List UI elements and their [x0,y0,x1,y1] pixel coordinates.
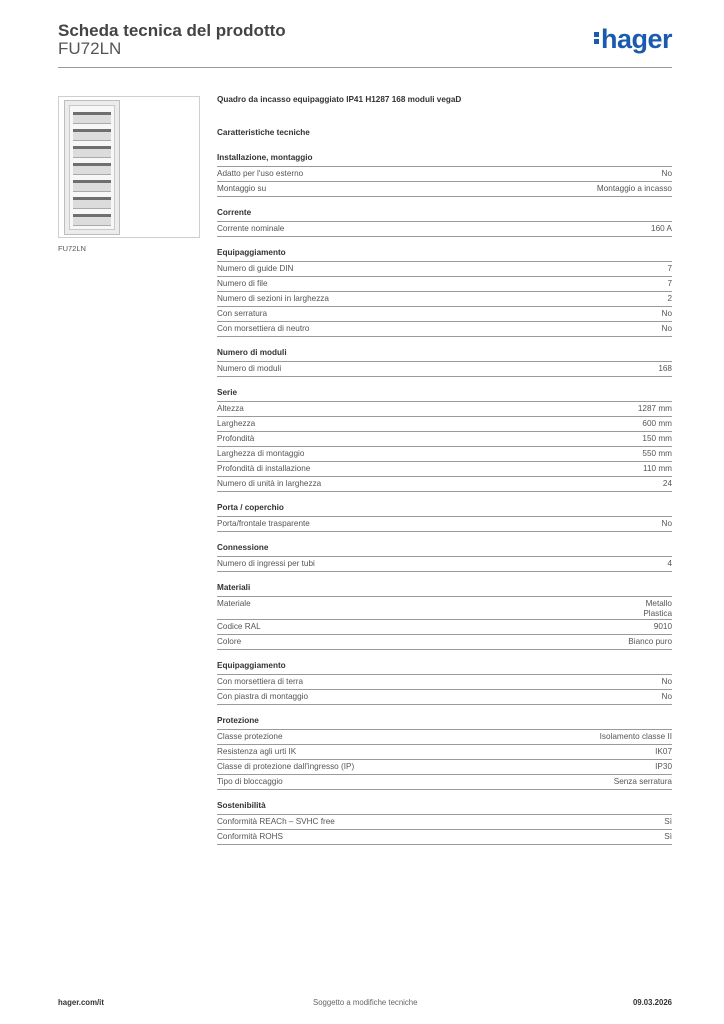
spec-label: Conformità REACh – SVHC free [217,817,335,826]
spec-row [217,675,672,690]
spec-label: Con serratura [217,309,268,318]
spec-value-text: 1287 mm [637,404,672,413]
spec-row [217,620,672,635]
spec-row [217,307,672,322]
footer-website[interactable]: hager.com/it [58,998,104,1007]
spec-value [664,817,672,829]
cabinet-din-row [73,163,111,175]
spec-value [655,762,672,774]
cabinet-illustration [64,100,120,235]
spec-value [655,747,672,759]
spec-value-text: 160 A [651,224,672,233]
spec-row [217,277,672,292]
spec-value-text: 550 mm [642,449,672,458]
section-title: Equipaggiamento [217,248,672,262]
spec-label: Codice RAL [217,622,261,631]
spec-value-text: 7 [667,264,672,273]
cabinet-din-row [73,180,111,192]
section-title: Materiali [217,583,672,597]
spec-value-text: Bianco puro [628,637,672,646]
section-title: Connessione [217,543,672,557]
spec-row [217,477,672,492]
spec-value [643,599,672,619]
spec-label: Colore [217,637,242,646]
spec-label: Con piastra di montaggio [217,692,309,701]
footer-date: 09.03.2026 [632,998,672,1007]
spec-row [217,690,672,705]
spec-value [667,294,672,306]
spec-section [217,153,672,197]
logo-dots-icon [594,30,599,46]
spec-label: Numero di moduli [217,364,282,373]
spec-value [597,184,672,196]
spec-value [662,309,672,321]
section-title: Equipaggiamento [217,661,672,675]
hager-logo [594,26,672,53]
section-title: Corrente [217,208,672,222]
page-title: Scheda tecnica del prodotto [58,21,286,40]
spec-value-text: 24 [662,479,672,488]
product-image [58,96,200,238]
cabinet-din-row [73,129,111,141]
section-title: Serie [217,388,672,402]
spec-section [217,543,672,572]
cabinet-din-row [73,146,111,158]
spec-value-text: IP30 [655,762,672,771]
spec-value [658,364,672,376]
spec-section [217,348,672,377]
spec-row [217,262,672,277]
spec-label: Numero di guide DIN [217,264,294,273]
spec-label: Altezza [217,404,244,413]
spec-value [638,404,672,416]
image-caption: FU72LN [58,244,86,253]
spec-value-text: Senza serratura [613,777,672,786]
spec-label: Numero di file [217,279,268,288]
spec-label: Classe protezione [217,732,283,741]
section-title: Protezione [217,716,672,730]
spec-value-text: Isolamento classe II [599,732,672,741]
spec-value-text: No [661,519,672,528]
spec-value [664,832,672,844]
spec-row [217,745,672,760]
spec-label: Montaggio su [217,184,267,193]
spec-label: Resistenza agli urti IK [217,747,297,756]
spec-section [217,661,672,705]
spec-value [642,419,672,431]
spec-label: Profondità di installazione [217,464,311,473]
spec-label: Con morsettiera di neutro [217,324,310,333]
spec-value [614,777,672,789]
spec-label: Corrente nominale [217,224,285,233]
spec-row [217,402,672,417]
section-title: Sostenibilità [217,801,672,815]
spec-value [667,264,672,276]
spec-value-text: 600 mm [642,419,672,428]
spec-label: Larghezza [217,419,256,428]
spec-label: Profondità [217,434,255,443]
spec-label: Larghezza di montaggio [217,449,305,458]
spec-label: Numero di sezioni in larghezza [217,294,329,303]
spec-value-text: No [661,309,672,318]
spec-value [662,324,672,336]
spec-label: Materiale [217,599,251,608]
spec-value-text: 110 mm [643,464,672,473]
spec-section [217,583,672,650]
spec-label: Conformità ROHS [217,832,283,841]
spec-value-text: Sì [664,832,672,841]
spec-value [642,434,672,446]
spec-label: Numero di unità in larghezza [217,479,322,488]
spec-label: Con morsettiera di terra [217,677,304,686]
header-divider [58,67,672,68]
spec-label: Porta/frontale trasparente [217,519,310,528]
cabinet-frame [69,105,115,230]
spec-section [217,503,672,532]
spec-value-text: 150 mm [642,434,672,443]
spec-row [217,292,672,307]
spec-row [217,815,672,830]
spec-value [651,224,672,236]
spec-row [217,597,672,620]
spec-row [217,432,672,447]
spec-section [217,716,672,790]
cabinet-din-row [73,112,111,124]
spec-value-text: No [661,324,672,333]
spec-value-text: 4 [667,559,672,568]
spec-value-text: 9010 [653,622,672,631]
spec-sections [217,153,672,845]
spec-row [217,760,672,775]
spec-value [663,479,672,491]
spec-value [654,622,672,634]
spec-value-text: Montaggio a incasso [596,184,672,193]
spec-value-text: No [661,677,672,686]
spec-value [662,677,672,689]
spec-label: Numero di ingressi per tubi [217,559,315,568]
section-title: Numero di moduli [217,348,672,362]
spec-row [217,730,672,745]
spec-section [217,801,672,845]
spec-value-text: No [661,692,672,701]
spec-value [642,449,672,461]
spec-row [217,182,672,197]
spec-table [217,95,672,845]
spec-row [217,557,672,572]
spec-row [217,635,672,650]
section-title: Porta / coperchio [217,503,672,517]
footer-note: Soggetto a modifiche tecniche [313,998,418,1007]
spec-value-text: Plastica [643,609,672,618]
product-description: Quadro da incasso equipaggiato IP41 H1287 168 moduli vegaD [217,95,462,104]
spec-label: Classe di protezione dall'ingresso (IP) [217,762,355,771]
spec-section [217,388,672,492]
spec-row [217,830,672,845]
characteristics-heading: Caratteristiche tecniche [217,128,310,137]
spec-row [217,462,672,477]
spec-value-text: Metallo [645,599,672,608]
product-code: FU72LN [58,39,122,58]
spec-value [662,692,672,704]
spec-value [643,464,672,476]
spec-row [217,362,672,377]
spec-value [662,169,672,181]
spec-label: Adatto per l'uso esterno [217,169,304,178]
cabinet-din-row [73,197,111,209]
spec-row [217,517,672,532]
spec-row [217,417,672,432]
spec-value-text: IK07 [655,747,672,756]
spec-value [628,637,672,649]
spec-section [217,208,672,237]
spec-value-text: 7 [667,279,672,288]
spec-row [217,167,672,182]
spec-row [217,222,672,237]
spec-value-text: 168 [658,364,672,373]
section-title: Installazione, montaggio [217,153,672,167]
logo-text: hager [601,24,673,54]
spec-value [667,559,672,571]
spec-value [600,732,672,744]
spec-label: Tipo di bloccaggio [217,777,283,786]
cabinet-din-row [73,214,111,226]
spec-value [662,519,672,531]
spec-value-text: Sì [664,817,672,826]
spec-row [217,322,672,337]
spec-section [217,248,672,337]
spec-value [667,279,672,291]
spec-row [217,775,672,790]
spec-value-text: 2 [667,294,672,303]
spec-value-text: No [661,169,672,178]
spec-row [217,447,672,462]
